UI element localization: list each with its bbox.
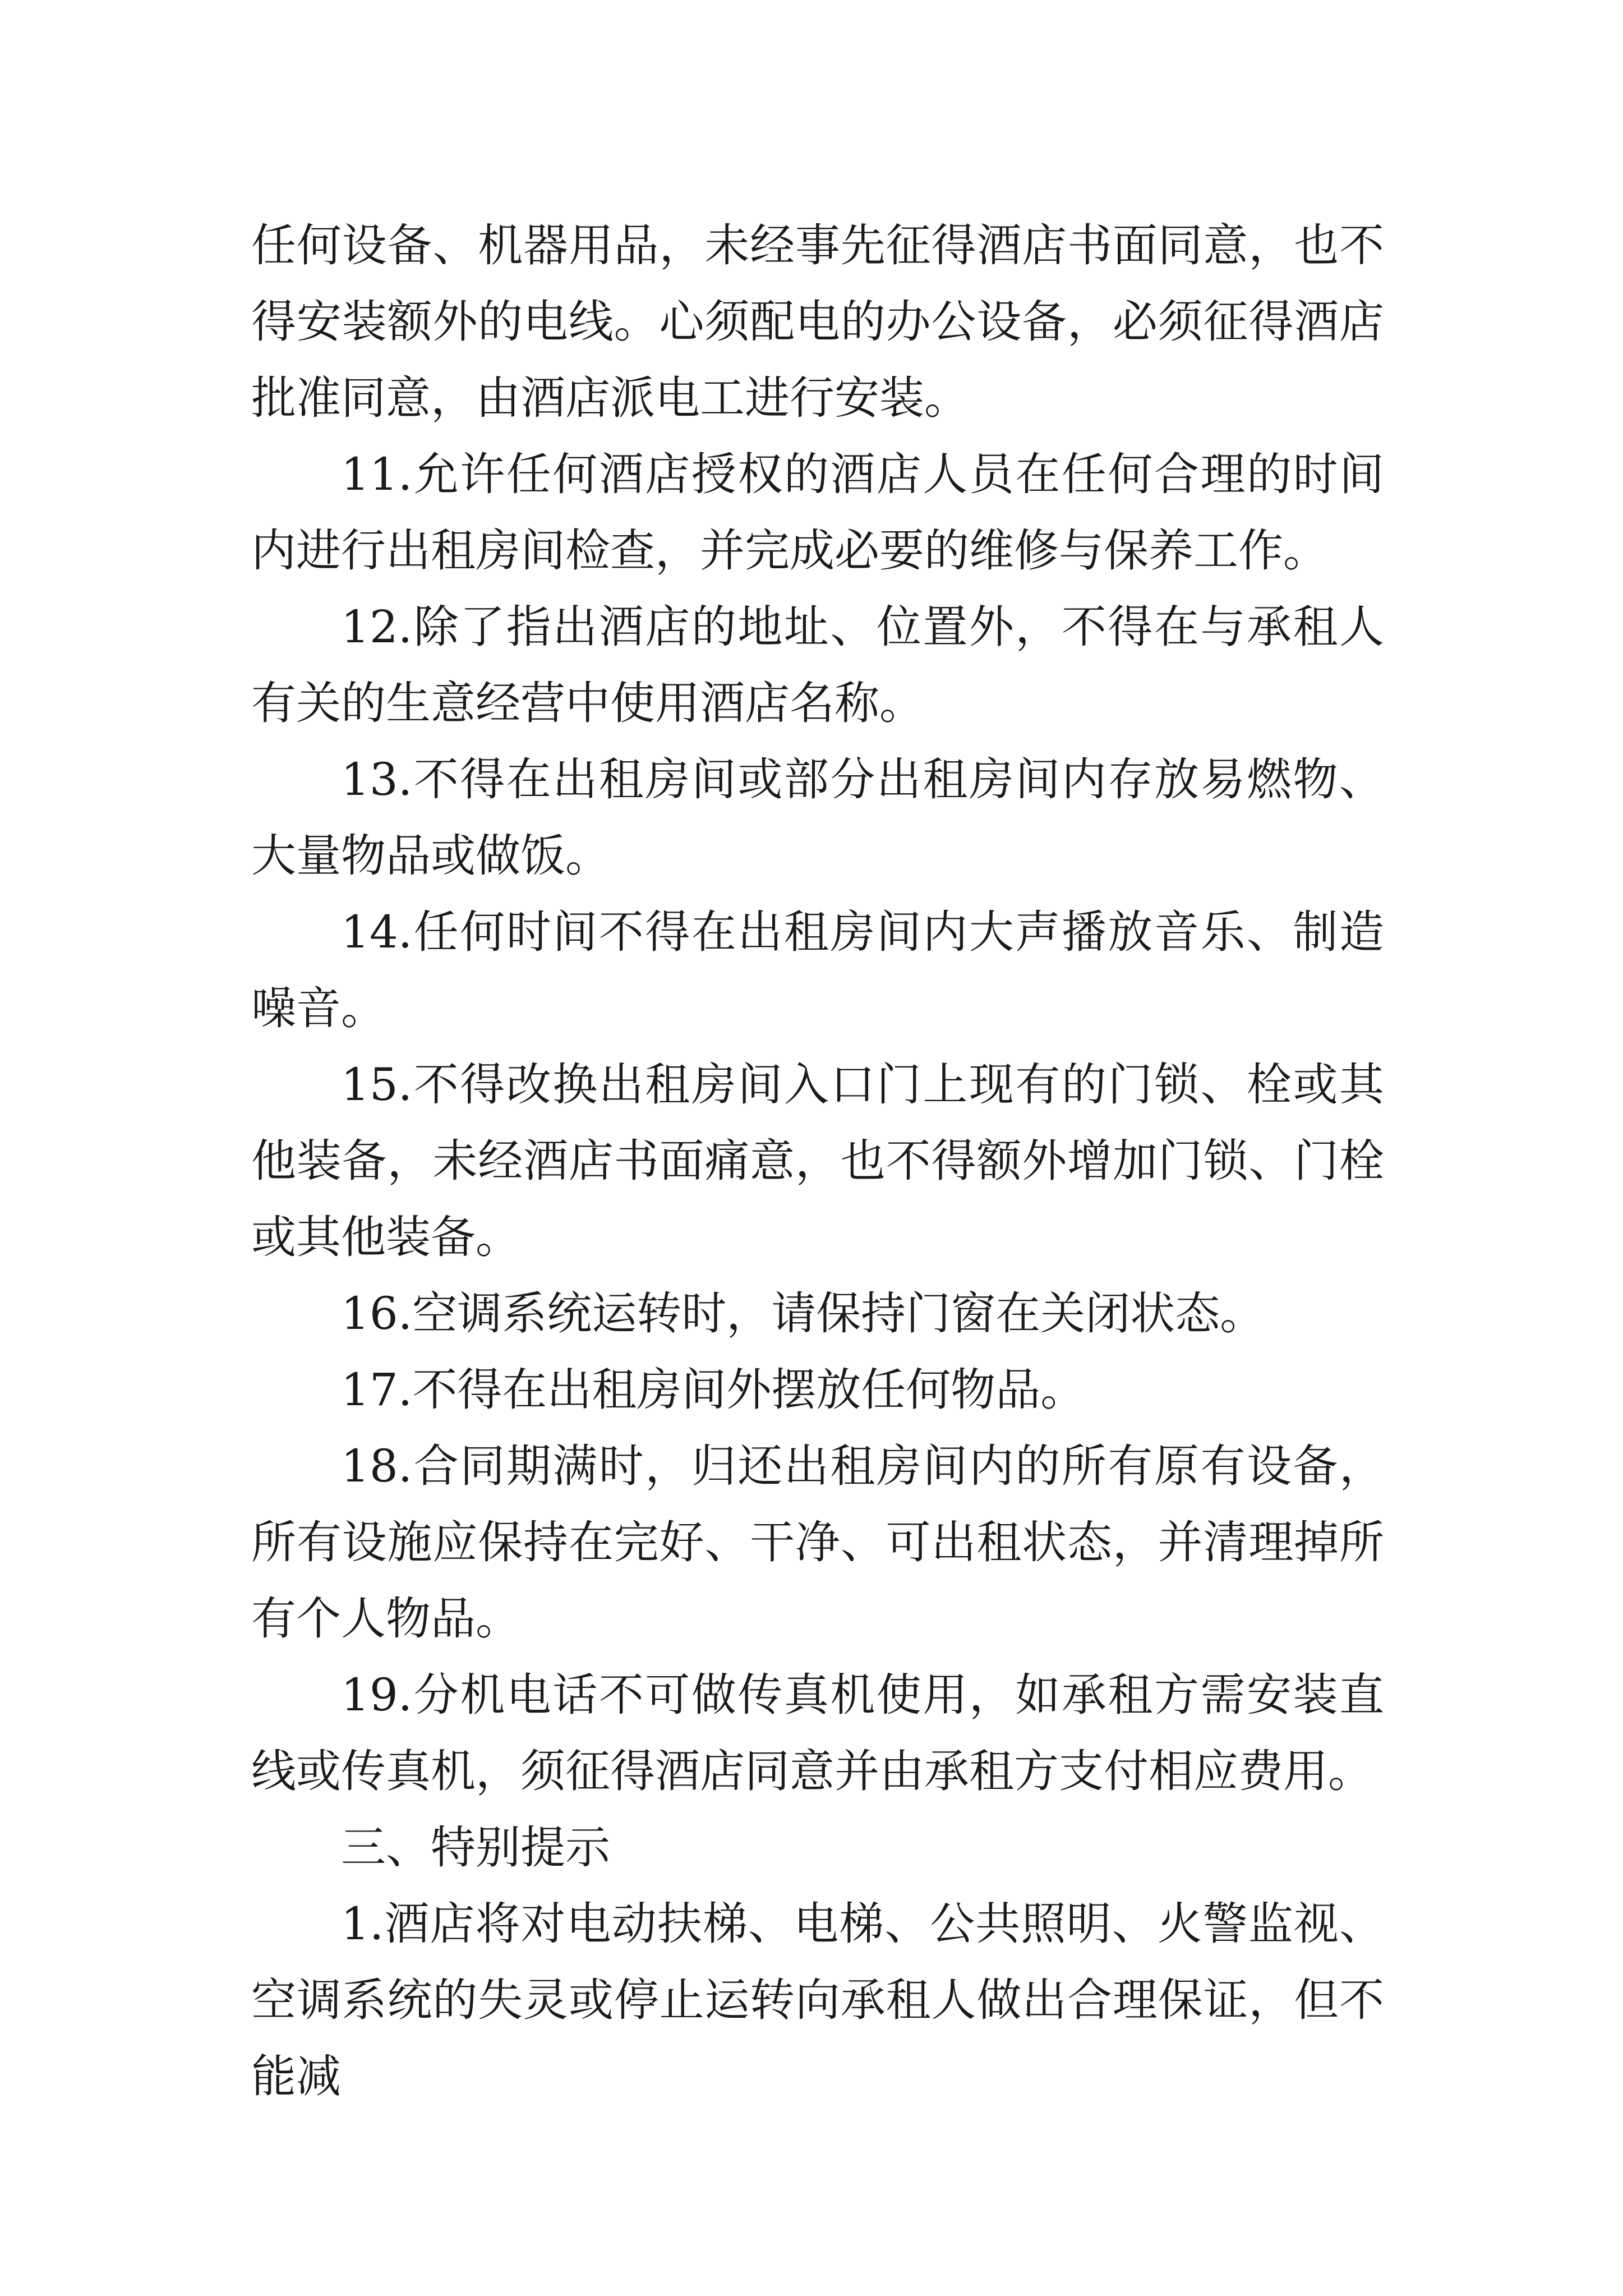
paragraph-item-11: 11.允许任何酒店授权的酒店人员在任何合理的时间内进行出租房间检查，并完成必要的维修与保养工作。	[251, 448, 1384, 577]
paragraph-item-12: 12.除了指出酒店的地址、位置外，不得在与承租人有关的生意经营中使用酒店名称。	[251, 601, 1384, 729]
paragraph-item-18: 18.合同期满时，归还出租房间内的所有原有设备，所有设施应保持在完好、干净、可出租状态，并清理掉所有个人物品。	[251, 1440, 1384, 1645]
paragraph-item-17: 17.不得在出租房间外摆放任何物品。	[341, 1364, 1086, 1416]
paragraph-item-15: 15.不得改换出租房间入口门上现有的门锁、栓或其他装备，未经酒店书面痛意，也不得额外增加门锁、门栓或其他装备。	[251, 1059, 1384, 1263]
paragraph-item-14: 14.任何时间不得在出租房间内大声播放音乐、制造噪音。	[251, 906, 1384, 1034]
section-heading: 三、特别提示	[341, 1821, 610, 1874]
paragraph-item-19: 19.分机电话不可做传真机使用，如承租方需安装直线或传真机，须征得酒店同意并由承租方支付相应费用。	[251, 1669, 1384, 1797]
paragraph-special-1: 1.酒店将对电动扶梯、电梯、公共照明、火警监视、空调系统的失灵或停止运转向承租人做出合理保证，但不能减	[251, 1898, 1384, 2102]
paragraph-item-13: 13.不得在出租房间或部分出租房间内存放易燃物、大量物品或做饭。	[251, 753, 1384, 882]
paragraph-continuation: 任何设备、机器用品，未经事先征得酒店书面同意，也不得安装额外的电线。心须配电的办公设备，必须征得酒店批准同意，由酒店派电工进行安装。	[251, 219, 1384, 424]
paragraph-item-16: 16.空调系统运转时，请保持门窗在关闭状态。	[341, 1287, 1265, 1340]
document-body	[251, 208, 1384, 2115]
